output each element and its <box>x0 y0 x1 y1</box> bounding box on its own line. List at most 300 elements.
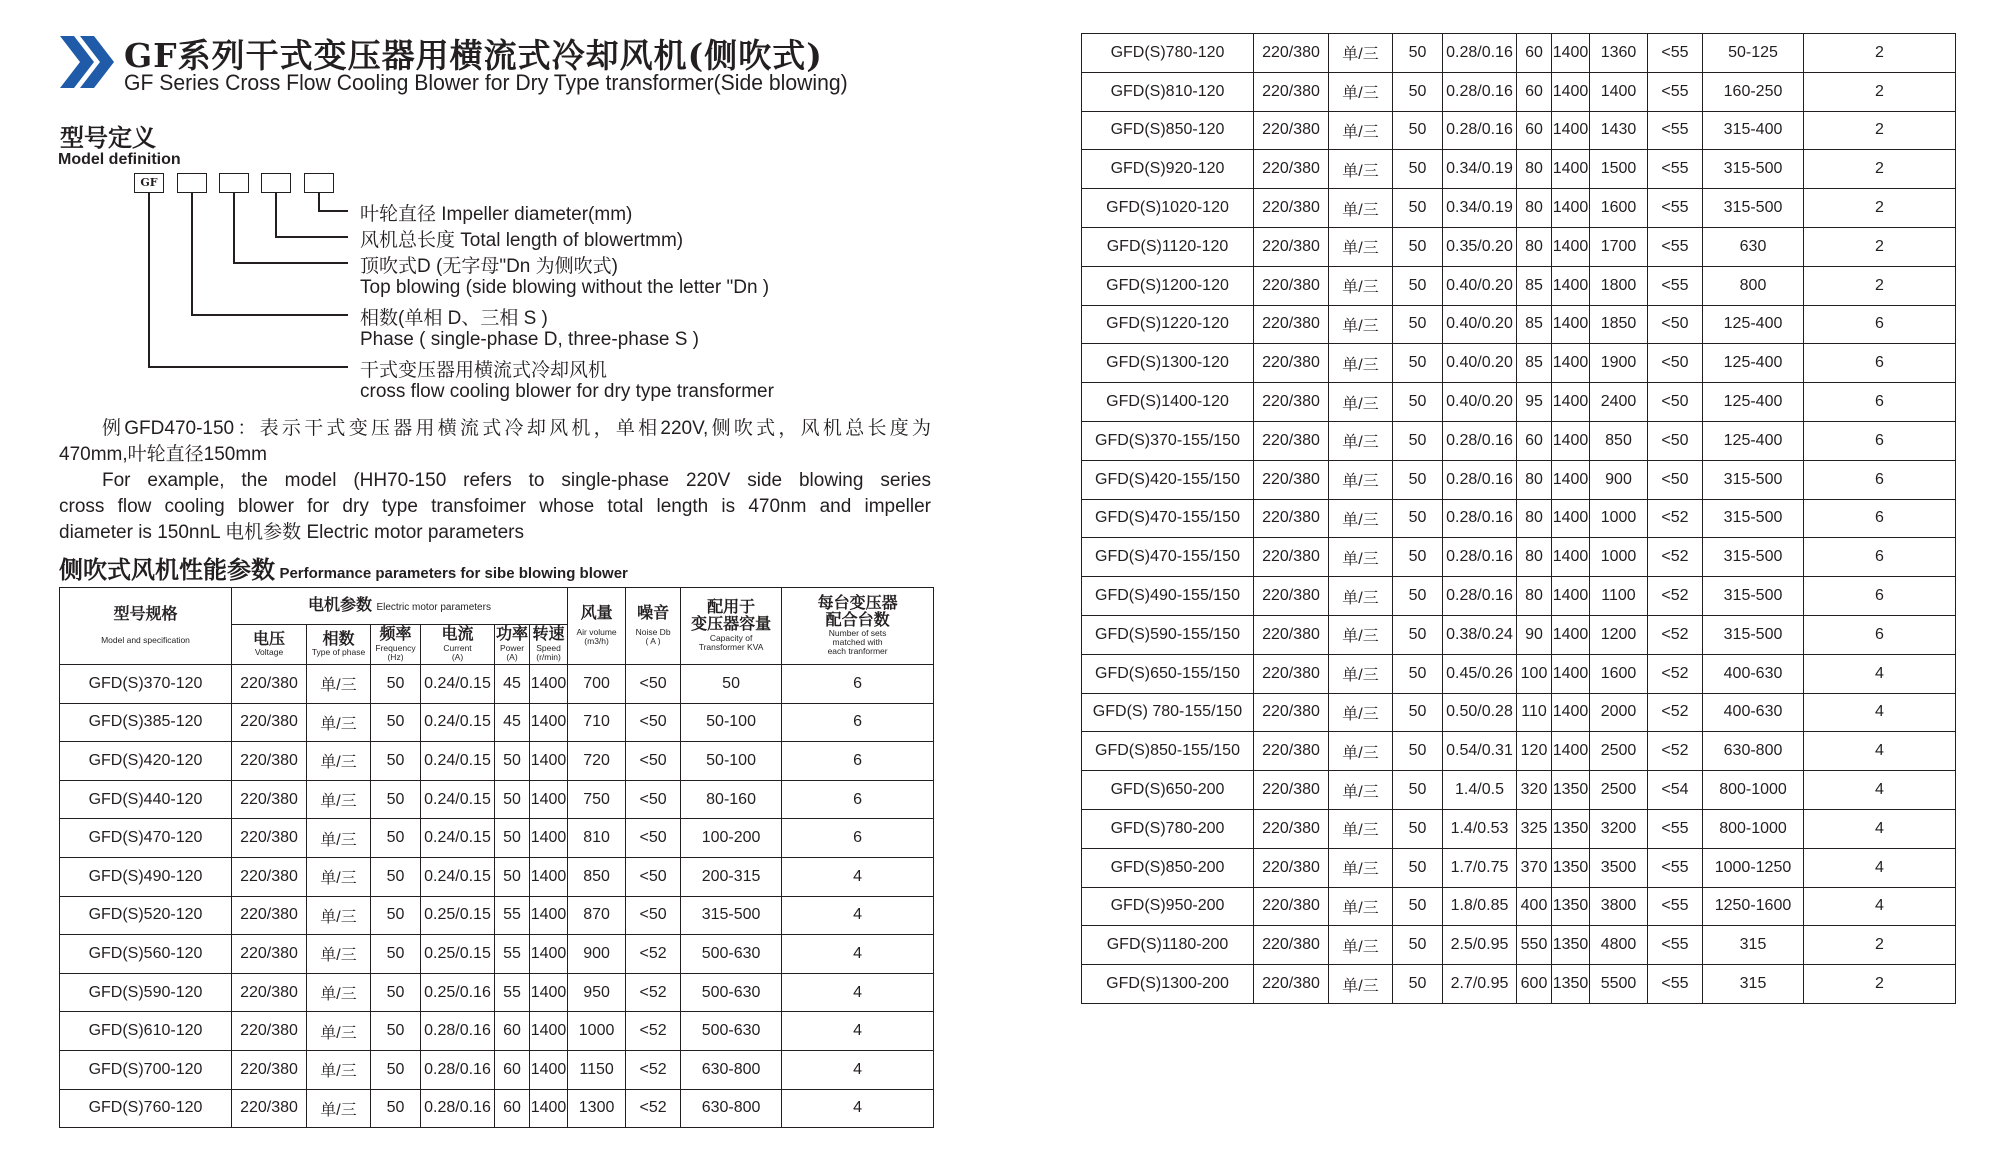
cell-current: 0.45/0.26 <box>1443 654 1517 693</box>
table-row <box>60 1089 934 1128</box>
col-capacity-header: 配用于 变压器容量 Capacity of Transformer KVA <box>681 588 782 665</box>
cell-noise: <55 <box>1648 227 1703 266</box>
table-row <box>60 1050 934 1089</box>
cell-sets: 6 <box>782 819 934 858</box>
cell-phase: 单/三 <box>1329 887 1393 926</box>
cell-model: GFD(S)470-120 <box>60 819 232 858</box>
table-row <box>60 935 934 974</box>
cell-sets: 2 <box>1804 926 1956 965</box>
cell-frequency: 50 <box>371 896 421 935</box>
table-row <box>1082 771 1956 810</box>
cell-frequency: 50 <box>1393 460 1443 499</box>
cell-model: GFD(S)370-155/150 <box>1082 421 1254 460</box>
cell-capacity: 1000-1250 <box>1703 848 1804 887</box>
cell-model: GFD(S)920-120 <box>1082 150 1254 189</box>
cell-speed: 1400 <box>1552 189 1590 228</box>
cell-voltage: 220/380 <box>1254 189 1329 228</box>
cell-voltage: 220/380 <box>1254 499 1329 538</box>
cell-frequency: 50 <box>371 1089 421 1128</box>
cell-sets: 4 <box>782 857 934 896</box>
cell-speed: 1400 <box>1552 227 1590 266</box>
table-row <box>1082 227 1956 266</box>
cell-air-volume: 1900 <box>1590 344 1648 383</box>
cell-noise: <52 <box>626 1012 681 1051</box>
cell-current: 0.40/0.20 <box>1443 344 1517 383</box>
cell-current: 0.25/0.16 <box>421 973 495 1012</box>
cell-phase: 单/三 <box>1329 654 1393 693</box>
cell-voltage: 220/380 <box>1254 266 1329 305</box>
model-prefix-box: GF <box>134 173 164 193</box>
cell-current: 0.28/0.16 <box>1443 460 1517 499</box>
cell-voltage: 220/380 <box>232 935 307 974</box>
cell-power: 45 <box>495 703 530 742</box>
model-slot-box <box>219 173 249 193</box>
cell-frequency: 50 <box>371 703 421 742</box>
cell-phase: 单/三 <box>307 780 371 819</box>
cell-power: 55 <box>495 896 530 935</box>
cell-frequency: 50 <box>1393 34 1443 73</box>
cell-model: GFD(S)950-200 <box>1082 887 1254 926</box>
cell-speed: 1400 <box>530 819 568 858</box>
cell-speed: 1400 <box>1552 693 1590 732</box>
table-row <box>1082 732 1956 771</box>
col-model-header: 型号规格 Model and specification <box>60 588 232 665</box>
cell-phase: 单/三 <box>1329 189 1393 228</box>
cell-capacity: 800-1000 <box>1703 771 1804 810</box>
cell-current: 0.24/0.15 <box>421 857 495 896</box>
cell-capacity: 1250-1600 <box>1703 887 1804 926</box>
cell-sets: 4 <box>1804 848 1956 887</box>
table-row <box>1082 693 1956 732</box>
cell-model: GFD(S)370-120 <box>60 665 232 704</box>
table-row <box>1082 72 1956 111</box>
cell-air-volume: 1500 <box>1590 150 1648 189</box>
cell-noise: <52 <box>626 935 681 974</box>
model-slot-box <box>304 173 334 193</box>
cell-model: GFD(S)520-120 <box>60 896 232 935</box>
cell-frequency: 50 <box>371 819 421 858</box>
cell-voltage: 220/380 <box>1254 848 1329 887</box>
cell-model: GFD(S)590-155/150 <box>1082 615 1254 654</box>
cell-capacity: 400-630 <box>1703 693 1804 732</box>
example-en-line: diameter is 150nnL 电机参数 Electric motor parameters <box>59 522 524 543</box>
cell-voltage: 220/380 <box>1254 111 1329 150</box>
cell-speed: 1400 <box>1552 499 1590 538</box>
table-row <box>1082 926 1956 965</box>
cell-speed: 1400 <box>1552 577 1590 616</box>
table-row <box>1082 887 1956 926</box>
performance-heading-en: Performance parameters for sibe blowing blower <box>279 565 628 582</box>
cell-sets: 6 <box>1804 383 1956 422</box>
cell-noise: <52 <box>1648 499 1703 538</box>
cell-noise: <55 <box>1648 887 1703 926</box>
cell-noise: <52 <box>1648 538 1703 577</box>
cell-frequency: 50 <box>371 973 421 1012</box>
cell-frequency: 50 <box>1393 771 1443 810</box>
cell-capacity: 125-400 <box>1703 344 1804 383</box>
cell-model: GFD(S)420-155/150 <box>1082 460 1254 499</box>
cell-capacity: 80-160 <box>681 780 782 819</box>
cell-voltage: 220/380 <box>1254 887 1329 926</box>
cell-power: 80 <box>1517 499 1552 538</box>
cell-voltage: 220/380 <box>1254 383 1329 422</box>
cell-sets: 6 <box>1804 538 1956 577</box>
definition-length: 风机总长度 Total length of blowertmm) <box>360 230 684 251</box>
cell-phase: 单/三 <box>1329 421 1393 460</box>
cell-model: GFD(S)1120-120 <box>1082 227 1254 266</box>
cell-sets: 4 <box>1804 654 1956 693</box>
cell-noise: <52 <box>1648 693 1703 732</box>
cell-noise: <50 <box>626 703 681 742</box>
cell-frequency: 50 <box>1393 421 1443 460</box>
cell-power: 60 <box>1517 111 1552 150</box>
cell-speed: 1400 <box>530 1050 568 1089</box>
cell-speed: 1400 <box>1552 150 1590 189</box>
cell-sets: 6 <box>1804 305 1956 344</box>
table-row <box>1082 499 1956 538</box>
col-phase-header: 相数 Type of phase <box>307 625 371 665</box>
col-noise-header: 噪音 Noise Db ( A ) <box>626 588 681 665</box>
cell-power: 80 <box>1517 227 1552 266</box>
cell-power: 50 <box>495 742 530 781</box>
cell-current: 0.24/0.15 <box>421 780 495 819</box>
cell-power: 120 <box>1517 732 1552 771</box>
table-row <box>1082 189 1956 228</box>
cell-speed: 1400 <box>1552 266 1590 305</box>
cell-power: 100 <box>1517 654 1552 693</box>
cell-sets: 4 <box>1804 887 1956 926</box>
cell-voltage: 220/380 <box>232 665 307 704</box>
cell-voltage: 220/380 <box>1254 965 1329 1004</box>
col-current-header: 电流 Current (A) <box>421 625 495 665</box>
example-cn-line: 470mm,叶轮直径150mm <box>59 444 267 465</box>
cell-voltage: 220/380 <box>1254 305 1329 344</box>
cell-noise: <52 <box>1648 615 1703 654</box>
cell-air-volume: 3500 <box>1590 848 1648 887</box>
cell-noise: <50 <box>1648 383 1703 422</box>
cell-voltage: 220/380 <box>1254 150 1329 189</box>
cell-sets: 2 <box>1804 72 1956 111</box>
cell-air-volume: 2500 <box>1590 732 1648 771</box>
cell-frequency: 50 <box>1393 654 1443 693</box>
cell-noise: <55 <box>1648 189 1703 228</box>
cell-air-volume: 870 <box>568 896 626 935</box>
cell-voltage: 220/380 <box>1254 926 1329 965</box>
cell-phase: 单/三 <box>1329 305 1393 344</box>
cell-capacity: 630-800 <box>681 1050 782 1089</box>
cell-speed: 1350 <box>1552 848 1590 887</box>
cell-phase: 单/三 <box>1329 499 1393 538</box>
cell-phase: 单/三 <box>307 1050 371 1089</box>
performance-table-left <box>59 587 934 1128</box>
cell-air-volume: 1800 <box>1590 266 1648 305</box>
cell-current: 0.28/0.16 <box>421 1089 495 1128</box>
cell-air-volume: 2000 <box>1590 693 1648 732</box>
cell-voltage: 220/380 <box>232 1012 307 1051</box>
cell-noise: <50 <box>626 896 681 935</box>
cell-power: 550 <box>1517 926 1552 965</box>
table-row <box>1082 150 1956 189</box>
definition-phase-cn: 相数(单相 D、三相 S ) <box>360 308 548 329</box>
cell-phase: 单/三 <box>307 935 371 974</box>
cell-speed: 1400 <box>530 973 568 1012</box>
cell-power: 55 <box>495 973 530 1012</box>
cell-current: 2.5/0.95 <box>1443 926 1517 965</box>
cell-frequency: 50 <box>1393 72 1443 111</box>
cell-model: GFD(S)590-120 <box>60 973 232 1012</box>
cell-phase: 单/三 <box>307 973 371 1012</box>
cell-air-volume: 2500 <box>1590 771 1648 810</box>
cell-air-volume: 950 <box>568 973 626 1012</box>
cell-current: 1.8/0.85 <box>1443 887 1517 926</box>
cell-sets: 6 <box>782 665 934 704</box>
table-row <box>1082 344 1956 383</box>
cell-current: 1.7/0.75 <box>1443 848 1517 887</box>
motor-params-header: 电机参数 Electric motor parameters <box>232 588 568 625</box>
cell-capacity: 315-500 <box>1703 538 1804 577</box>
cell-phase: 单/三 <box>1329 34 1393 73</box>
cell-noise: <52 <box>1648 577 1703 616</box>
definition-impeller: 叶轮直径 Impeller diameter(mm) <box>360 204 633 225</box>
cell-sets: 2 <box>1804 227 1956 266</box>
cell-model: GFD(S)440-120 <box>60 780 232 819</box>
connector-line <box>233 262 348 264</box>
cell-model: GFD(S)1180-200 <box>1082 926 1254 965</box>
cell-capacity: 315-500 <box>1703 189 1804 228</box>
cell-air-volume: 1300 <box>568 1089 626 1128</box>
cell-noise: <50 <box>1648 421 1703 460</box>
cell-phase: 单/三 <box>1329 732 1393 771</box>
cell-voltage: 220/380 <box>1254 693 1329 732</box>
table-row <box>60 780 934 819</box>
cell-air-volume: 1430 <box>1590 111 1648 150</box>
cell-phase: 单/三 <box>1329 266 1393 305</box>
cell-air-volume: 750 <box>568 780 626 819</box>
cell-power: 95 <box>1517 383 1552 422</box>
cell-phase: 单/三 <box>1329 111 1393 150</box>
cell-model: GFD(S)1300-120 <box>1082 344 1254 383</box>
cell-speed: 1400 <box>530 703 568 742</box>
cell-frequency: 50 <box>1393 965 1443 1004</box>
cell-capacity: 315-500 <box>681 896 782 935</box>
cell-model: GFD(S)700-120 <box>60 1050 232 1089</box>
table-row <box>60 857 934 896</box>
cell-power: 50 <box>495 780 530 819</box>
cell-air-volume: 1400 <box>1590 72 1648 111</box>
cell-frequency: 50 <box>1393 227 1443 266</box>
cell-model: GFD(S)490-155/150 <box>1082 577 1254 616</box>
cell-voltage: 220/380 <box>1254 809 1329 848</box>
cell-speed: 1400 <box>530 857 568 896</box>
cell-frequency: 50 <box>1393 926 1443 965</box>
cell-speed: 1400 <box>1552 383 1590 422</box>
cell-capacity: 500-630 <box>681 935 782 974</box>
cell-model: GFD(S)1400-120 <box>1082 383 1254 422</box>
cell-power: 80 <box>1517 538 1552 577</box>
cell-current: 0.28/0.16 <box>1443 421 1517 460</box>
cell-current: 0.28/0.16 <box>421 1050 495 1089</box>
cell-sets: 4 <box>782 935 934 974</box>
cell-air-volume: 5500 <box>1590 965 1648 1004</box>
cell-phase: 单/三 <box>307 1089 371 1128</box>
cell-voltage: 220/380 <box>1254 72 1329 111</box>
cell-model: GFD(S)470-155/150 <box>1082 538 1254 577</box>
cell-power: 60 <box>1517 72 1552 111</box>
cell-capacity: 315-500 <box>1703 615 1804 654</box>
cell-frequency: 50 <box>1393 538 1443 577</box>
table-row <box>1082 460 1956 499</box>
connector-line <box>191 193 193 315</box>
cell-voltage: 220/380 <box>1254 771 1329 810</box>
cell-frequency: 50 <box>371 1012 421 1051</box>
definition-top-blowing-en: Top blowing (side blowing without the letter "Dn ) <box>360 277 770 298</box>
cell-frequency: 50 <box>1393 693 1443 732</box>
cell-power: 80 <box>1517 577 1552 616</box>
cell-speed: 1400 <box>1552 34 1590 73</box>
cell-phase: 单/三 <box>307 819 371 858</box>
cell-current: 0.25/0.15 <box>421 896 495 935</box>
cell-air-volume: 900 <box>1590 460 1648 499</box>
cell-phase: 单/三 <box>1329 848 1393 887</box>
cell-air-volume: 1200 <box>1590 615 1648 654</box>
cell-capacity: 50-100 <box>681 742 782 781</box>
cell-phase: 单/三 <box>1329 615 1393 654</box>
cell-speed: 1400 <box>1552 538 1590 577</box>
cell-air-volume: 3800 <box>1590 887 1648 926</box>
cell-capacity: 315-500 <box>1703 460 1804 499</box>
cell-frequency: 50 <box>1393 150 1443 189</box>
cell-frequency: 50 <box>1393 809 1443 848</box>
cell-air-volume: 1360 <box>1590 34 1648 73</box>
page-title: GF系列干式变压器用横流式冷却风机(侧吹式) <box>124 36 823 75</box>
cell-sets: 6 <box>782 703 934 742</box>
cell-noise: <55 <box>1648 150 1703 189</box>
cell-speed: 1400 <box>530 780 568 819</box>
table-row <box>60 665 934 704</box>
cell-capacity: 50-100 <box>681 703 782 742</box>
cell-current: 1.4/0.53 <box>1443 809 1517 848</box>
cell-speed: 1400 <box>530 896 568 935</box>
table-row <box>1082 848 1956 887</box>
cell-current: 0.40/0.20 <box>1443 266 1517 305</box>
cell-voltage: 220/380 <box>1254 460 1329 499</box>
cell-sets: 4 <box>782 1012 934 1051</box>
cell-air-volume: 1600 <box>1590 654 1648 693</box>
cell-sets: 4 <box>782 896 934 935</box>
cell-frequency: 50 <box>1393 383 1443 422</box>
cell-sets: 6 <box>1804 421 1956 460</box>
table-row <box>1082 538 1956 577</box>
cell-noise: <50 <box>626 819 681 858</box>
model-slot-box <box>177 173 207 193</box>
table-row <box>1082 809 1956 848</box>
cell-sets: 6 <box>1804 344 1956 383</box>
cell-current: 0.24/0.15 <box>421 742 495 781</box>
cell-voltage: 220/380 <box>1254 615 1329 654</box>
cell-phase: 单/三 <box>1329 538 1393 577</box>
cell-air-volume: 1700 <box>1590 227 1648 266</box>
connector-line <box>275 236 348 238</box>
cell-phase: 单/三 <box>1329 460 1393 499</box>
cell-noise: <50 <box>1648 460 1703 499</box>
cell-model: GFD(S)610-120 <box>60 1012 232 1051</box>
cell-frequency: 50 <box>1393 111 1443 150</box>
cell-voltage: 220/380 <box>232 896 307 935</box>
cell-current: 0.28/0.16 <box>421 1012 495 1051</box>
cell-voltage: 220/380 <box>232 857 307 896</box>
example-en-line: cross flow cooling blower for dry type transfoimer whose total length is 470nm and impeller <box>59 496 931 517</box>
cell-noise: <55 <box>1648 965 1703 1004</box>
cell-noise: <55 <box>1648 809 1703 848</box>
cell-noise: <52 <box>626 1089 681 1128</box>
cell-model: GFD(S)850-120 <box>1082 111 1254 150</box>
cell-model: GFD(S)1300-200 <box>1082 965 1254 1004</box>
cell-speed: 1400 <box>1552 344 1590 383</box>
cell-current: 0.35/0.20 <box>1443 227 1517 266</box>
cell-voltage: 220/380 <box>232 1089 307 1128</box>
col-speed-header: 转速 Speed (r/min) <box>530 625 568 665</box>
cell-noise: <50 <box>626 742 681 781</box>
cell-power: 60 <box>495 1089 530 1128</box>
table-row <box>60 973 934 1012</box>
cell-sets: 4 <box>782 973 934 1012</box>
cell-power: 85 <box>1517 344 1552 383</box>
cell-current: 0.28/0.16 <box>1443 111 1517 150</box>
connector-line <box>148 193 150 367</box>
cell-power: 325 <box>1517 809 1552 848</box>
cell-voltage: 220/380 <box>232 742 307 781</box>
cell-frequency: 50 <box>1393 305 1443 344</box>
definition-blower-en: cross flow cooling blower for dry type transformer <box>360 381 774 402</box>
cell-speed: 1400 <box>1552 654 1590 693</box>
cell-current: 0.24/0.15 <box>421 703 495 742</box>
cell-model: GFD(S)420-120 <box>60 742 232 781</box>
cell-noise: <50 <box>626 665 681 704</box>
cell-current: 0.40/0.20 <box>1443 305 1517 344</box>
cell-speed: 1400 <box>1552 732 1590 771</box>
cell-capacity: 125-400 <box>1703 305 1804 344</box>
cell-capacity: 800 <box>1703 266 1804 305</box>
cell-power: 600 <box>1517 965 1552 1004</box>
cell-voltage: 220/380 <box>1254 654 1329 693</box>
cell-capacity: 800-1000 <box>1703 809 1804 848</box>
cell-current: 0.50/0.28 <box>1443 693 1517 732</box>
cell-frequency: 50 <box>1393 887 1443 926</box>
cell-voltage: 220/380 <box>1254 577 1329 616</box>
cell-sets: 6 <box>782 780 934 819</box>
cell-speed: 1350 <box>1552 771 1590 810</box>
cell-power: 370 <box>1517 848 1552 887</box>
cell-phase: 单/三 <box>307 742 371 781</box>
table-row <box>1082 965 1956 1004</box>
cell-power: 400 <box>1517 887 1552 926</box>
cell-power: 320 <box>1517 771 1552 810</box>
cell-sets: 6 <box>1804 499 1956 538</box>
cell-frequency: 50 <box>371 935 421 974</box>
model-definition-heading: 型号定义 <box>60 124 156 152</box>
cell-capacity: 315-400 <box>1703 111 1804 150</box>
table-row <box>60 819 934 858</box>
table-row <box>1082 421 1956 460</box>
cell-frequency: 50 <box>1393 189 1443 228</box>
cell-sets: 6 <box>1804 577 1956 616</box>
cell-model: GFD(S)780-120 <box>1082 34 1254 73</box>
cell-voltage: 220/380 <box>1254 538 1329 577</box>
cell-noise: <52 <box>626 1050 681 1089</box>
cell-capacity: 100-200 <box>681 819 782 858</box>
cell-frequency: 50 <box>1393 732 1443 771</box>
cell-model: GFD(S)850-155/150 <box>1082 732 1254 771</box>
